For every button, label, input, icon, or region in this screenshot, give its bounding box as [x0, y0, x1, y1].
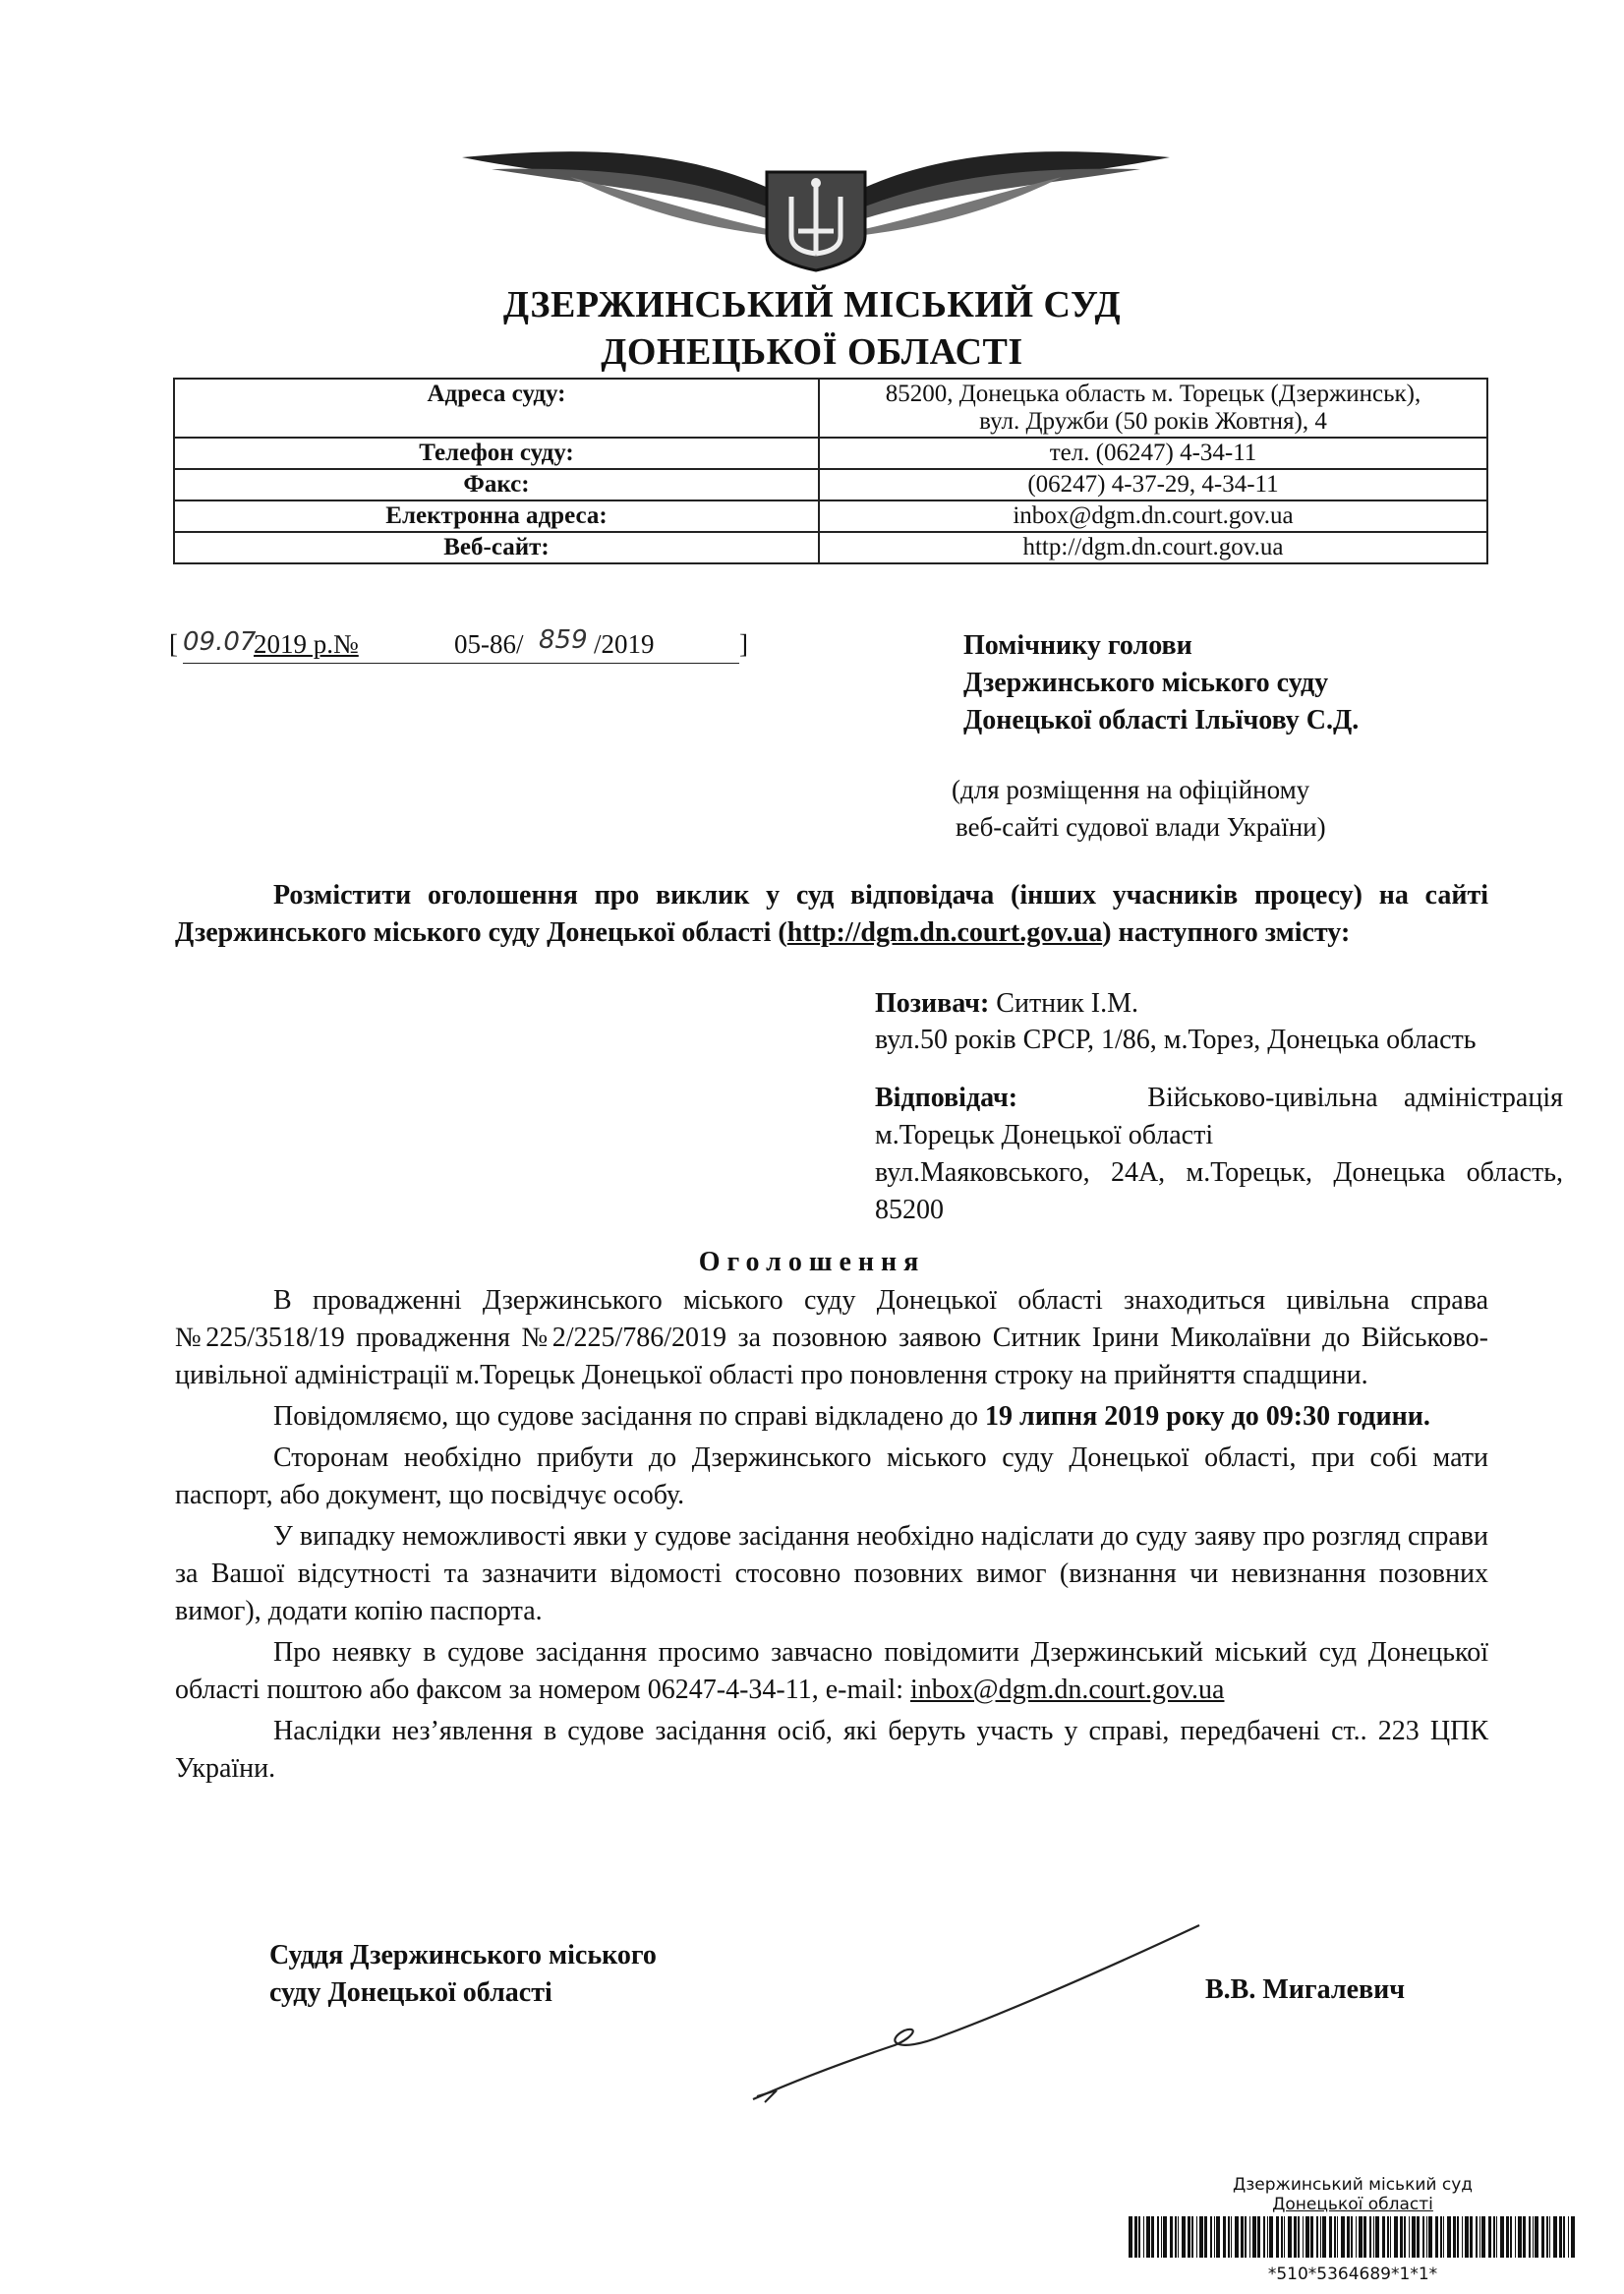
hearing-date: 19 липня 2019 року до 09:30 години.: [985, 1401, 1430, 1432]
reference-year: 2019 р.№: [254, 629, 359, 659]
email-label: Електронна адреса:: [174, 500, 819, 532]
contacts-row-email: [174, 500, 1487, 532]
contacts-row-website: [174, 532, 1487, 563]
email-value: inbox@dgm.dn.court.gov.ua: [819, 500, 1487, 532]
contacts-row-phone: [174, 438, 1487, 469]
stamp-line: Донецької області: [1272, 2195, 1433, 2214]
plaintiff-line: Позивач: Ситник І.М.: [875, 988, 1138, 1019]
judge-name: В.В. Мигалевич: [1205, 1974, 1406, 2005]
phone-label: Телефон суду:: [174, 438, 819, 469]
court-website-link[interactable]: http://dgm.dn.court.gov.ua: [786, 917, 1103, 948]
announcement-paragraph: Наслідки нез’явлення в судове засідання осіб, які беруть участь у справі, передбачені ст.. 223 ЦПК України.: [175, 1716, 1488, 1784]
outgoing-reference: [ 09.07 2019 р.№ 05-86/ 859 /2019 ]: [169, 629, 759, 669]
registration-stamp: [1127, 2175, 1579, 2284]
fax-label: Факс:: [174, 469, 819, 500]
announcement-paragraph: Сторонам необхідно прибути до Дзержинського міського суду Донецької області, при собі мати паспорт, або документ, що посвідчує особу.: [175, 1442, 1488, 1510]
court-email-link[interactable]: inbox@dgm.dn.court.gov.ua: [910, 1675, 1225, 1705]
address-label: Адреса суду:: [174, 379, 819, 438]
placement-note: (для розміщення на офіційному веб-сайті судової влади України): [952, 775, 1326, 842]
fax-value: (06247) 4-37-29, 4-34-11: [819, 469, 1487, 500]
stamp-line: Дзержинський міський суд: [1232, 2175, 1474, 2195]
court-title-line2: ДОНЕЦЬКОЇ ОБЛАСТІ: [601, 331, 1023, 373]
addressee-line: Дзержинського міського суду: [963, 668, 1329, 698]
addressee-line: Помічнику голови: [963, 630, 1192, 661]
website-value: http://dgm.dn.court.gov.ua: [819, 532, 1487, 563]
announcement-body: [175, 1282, 1488, 1788]
addressee-line: Донецької області Ільїчову С.Д.: [963, 705, 1360, 735]
reference-underline: [183, 663, 739, 664]
handwritten-date: 09.07: [183, 627, 257, 657]
announcement-paragraph: Про неявку в судове засідання просимо завчасно повідомити Дзержинський міський суд Донецької області поштою або факсом за номером 06247-4-34-11, e-mail: inbox@dgm.dn.court.gov.ua: [175, 1637, 1488, 1705]
judge-title: Суддя Дзержинського міського суду Донецької області: [269, 1940, 657, 2008]
announcement-paragraph: В провадженні Дзержинського міського суду Донецької області знаходиться цивільна справа №225/3518/19 провадження №2/225/786/2019 за позовною заявою Ситник Ірини Миколаївни до Військово-цивільної адміністрації м.Торецьк Донецької області про поновлення строку на прийняття спадщини.: [175, 1285, 1488, 1390]
defendant-address: вул.Маяковського, 24А, м.Торецьк, Донецька область, 85200: [875, 1157, 1563, 1225]
trident-emblem-icon: [452, 138, 1180, 275]
barcode-icon: [1127, 2214, 1579, 2260]
instruction-paragraph: Розмістити оголошення про виклик у суд відповідача (інших учасників процесу) на сайті Дзержинського міського суду Донецької області (http://dgm.dn.court.gov.ua) наступного змісту:: [175, 880, 1488, 948]
barcode-number: *510*5364689*1*1*: [1267, 2265, 1438, 2284]
contacts-table: [173, 378, 1488, 564]
contacts-row-address: [174, 379, 1487, 438]
phone-value: тел. (06247) 4-34-11: [819, 438, 1487, 469]
plaintiff-address: вул.50 років СРСР, 1/86, м.Торез, Донецька область: [875, 1025, 1477, 1055]
parties-block: [875, 985, 1563, 1229]
defendant-block: Відповідач: Військово-цивільна адміністрація м.Торецьк Донецької області: [875, 1083, 1563, 1150]
announcement-title: Оголошення: [698, 1247, 926, 1277]
announcement-paragraph: У випадку неможливості явки у судове засідання необхідно надіслати до суду заяву про розгляд справи за Вашої відсутності та зазначити відомості стосовно позовних вимог (визнання чи невизнання позовних вимог), додати копію паспорта.: [175, 1521, 1488, 1626]
address-value: 85200, Донецька область м. Торецьк (Дзержинськ), вул. Дружби (50 років Жовтня), 4: [819, 379, 1487, 438]
handwritten-signature: [747, 1917, 1219, 2114]
website-label: Веб-сайт:: [174, 532, 819, 563]
reference-number-suffix: /2019: [594, 629, 655, 659]
contacts-row-fax: [174, 469, 1487, 500]
court-emblem: [452, 138, 1180, 275]
court-title-line1: ДЗЕРЖИНСЬКИЙ МІСЬКИЙ СУД: [502, 284, 1122, 325]
reference-number-prefix: 05-86/: [454, 629, 524, 659]
announcement-paragraph: Повідомляємо, що судове засідання по справі відкладено до 19 липня 2019 року до 09:30 години.: [273, 1401, 1430, 1432]
addressee-block: [963, 627, 1359, 739]
handwritten-number: 859: [539, 625, 588, 655]
